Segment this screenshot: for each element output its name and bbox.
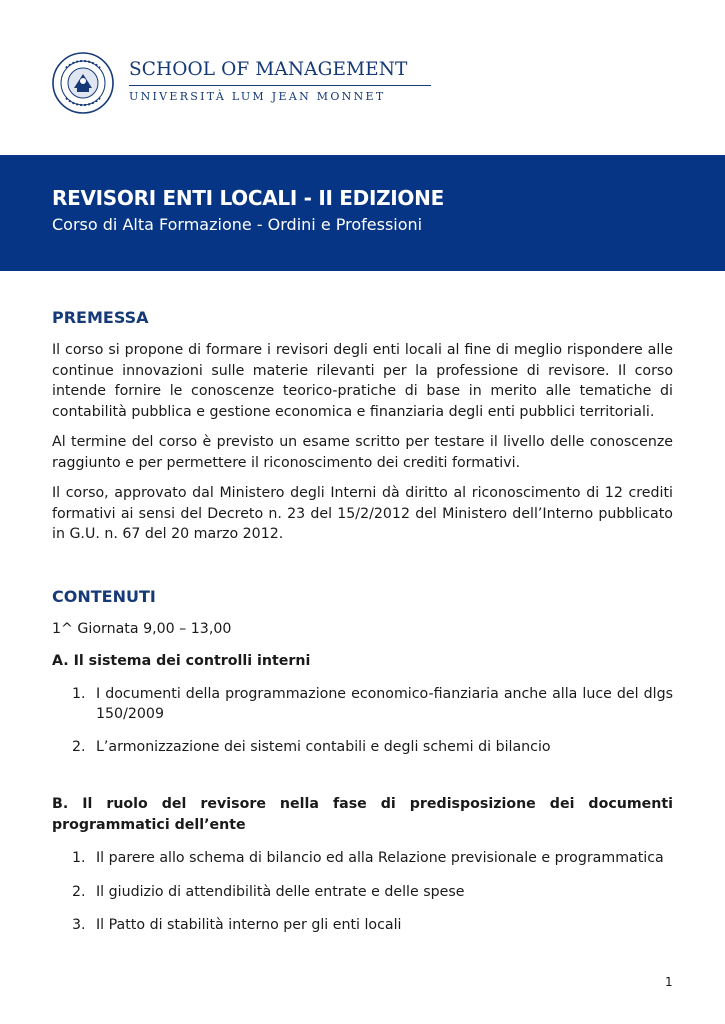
school-name: SCHOOL OF MANAGEMENT xyxy=(129,59,408,80)
course-subtitle: Corso di Alta Formazione - Ordini e Professioni xyxy=(52,215,423,234)
section-a-list xyxy=(52,684,673,758)
list-item: 2. L’armonizzazione dei sistemi contabili e degli schemi di bilancio xyxy=(72,738,551,755)
premessa-paragraph-3: Il corso, approvato dal Ministero degli Interni dà diritto al riconoscimento di 12 crediti formativi ai sensi del Decreto n. 23 del 15/2/2012 del Ministero dell’Interno pubblicato in G.U. n. 67 del 20 marzo 2012. xyxy=(52,485,673,542)
university-seal-icon xyxy=(52,52,114,114)
section-a-title: A. Il sistema dei controlli interni xyxy=(52,653,311,669)
list-item: 3. Il Patto di stabilità interno per gli enti locali xyxy=(72,917,402,933)
course-title: REVISORI ENTI LOCALI - II EDIZIONE xyxy=(52,186,444,210)
page-number: 1 xyxy=(665,975,673,989)
university-name: UNIVERSITÀ LUM JEAN MONNET xyxy=(129,90,386,103)
premessa-paragraph-2: Al termine del corso è previsto un esame scritto per testare il livello delle conoscenze raggiunto e per permettere il riconoscimento dei crediti formativi. xyxy=(52,434,673,471)
document-body xyxy=(52,308,673,936)
contenuti-heading: CONTENUTI xyxy=(52,586,156,606)
section-b-list xyxy=(52,848,673,936)
section-b-title: B. Il ruolo del revisore nella fase di predisposizione dei documenti programmatici dell’ente xyxy=(52,796,673,833)
premessa-heading: PREMESSA xyxy=(52,308,149,327)
list-item: 1. I documenti della programmazione economico-fianziaria anche alla luce del dlgs 150/2009 xyxy=(72,685,673,722)
list-item: 2. Il giudizio di attendibilità delle entrate e delle spese xyxy=(72,883,465,900)
header-rule xyxy=(129,85,431,86)
premessa-paragraph-1: Il corso si propone di formare i revisori degli enti locali al fine di meglio rispondere alle continue innovazioni sulle materie rilevanti per la professione di revisore. Il corso intende fornire le conoscenze teorico-pratiche di base in merito alle tematiche di contabilità pubblica e gestione economica e finanziaria degli enti pubblici territoriali. xyxy=(52,342,673,420)
list-item: 1. Il parere allo schema di bilancio ed alla Relazione previsionale e programmatica xyxy=(72,850,664,866)
day-schedule: 1^ Giornata 9,00 – 13,00 xyxy=(52,620,232,637)
header xyxy=(52,50,692,120)
title-banner xyxy=(0,155,725,271)
